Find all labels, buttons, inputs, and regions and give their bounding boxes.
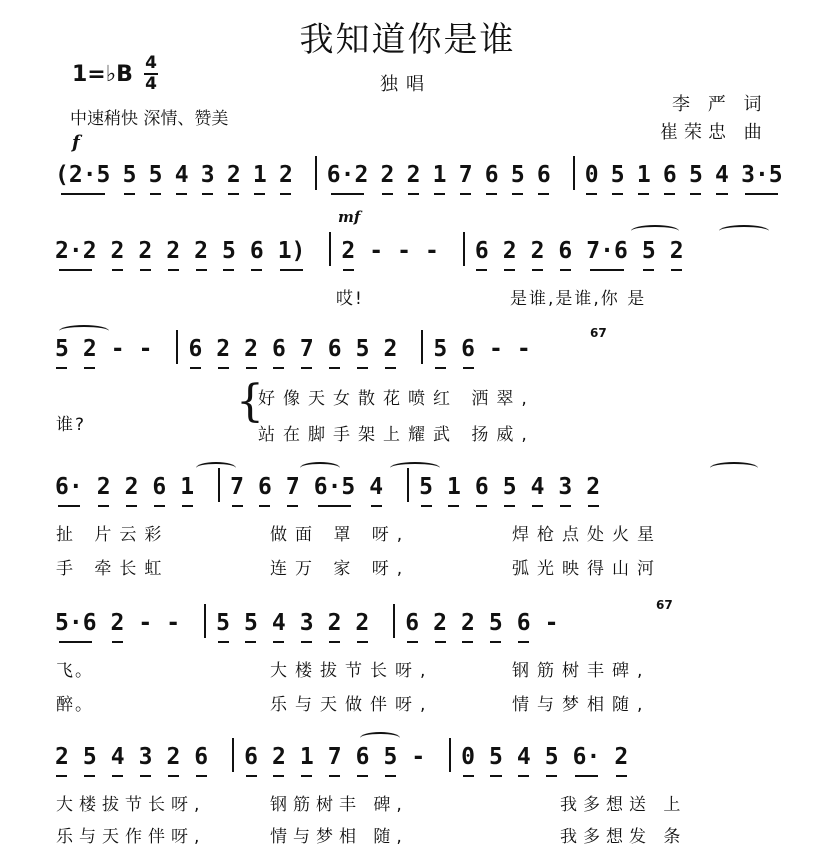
music-row-1 — [55, 156, 795, 196]
note: 2 — [383, 330, 397, 369]
note: 5 — [503, 468, 517, 507]
key-signature: 1=♭B — [72, 62, 133, 87]
slur — [300, 462, 340, 474]
note: 5 — [419, 468, 433, 507]
note: 6 — [258, 468, 272, 507]
note: 2 — [461, 604, 475, 643]
lyric-line: 钢筋树丰碑, — [512, 661, 651, 681]
slur — [631, 225, 679, 237]
note: 5 — [489, 604, 503, 643]
note: 6 — [475, 468, 489, 507]
note: 2 — [279, 156, 293, 195]
note: 2 — [166, 738, 180, 777]
grace-notes: 67 — [590, 326, 607, 340]
note: 5 — [149, 156, 163, 195]
lyric-line: 情与梦相随, — [512, 695, 651, 715]
note: 6 — [517, 604, 531, 643]
note: 2 — [407, 156, 421, 195]
note: - — [544, 610, 559, 636]
note: 5 — [511, 156, 525, 195]
composer-credit: 崔荣忠 曲 — [660, 122, 768, 143]
note: 5 — [356, 330, 370, 369]
note: 2 — [328, 604, 342, 643]
note: 7·6 — [586, 232, 628, 271]
note: - — [369, 238, 384, 264]
note: (2·5 — [55, 156, 110, 195]
note: 2 — [216, 330, 230, 369]
performance-type: 独唱 — [380, 74, 432, 95]
note: 2 — [55, 738, 69, 777]
note: - — [166, 610, 181, 636]
note: - — [424, 238, 439, 264]
note: 7 — [286, 468, 300, 507]
music-row-3 — [55, 330, 795, 370]
note: 5 — [642, 232, 656, 271]
note: 5 — [83, 738, 97, 777]
lyric-line: 大楼拔节长呀, — [56, 795, 206, 815]
barline — [232, 738, 234, 772]
note: 6 — [244, 738, 258, 777]
lyric-line: 情与梦相 随, — [270, 827, 408, 847]
note: 6 — [356, 738, 370, 777]
lyric-line: 焊枪点处火星 — [512, 525, 662, 545]
note: 2 — [97, 468, 111, 507]
barline — [463, 232, 465, 266]
note: 4 — [531, 468, 545, 507]
note: 7 — [300, 330, 314, 369]
note: 6 — [250, 232, 264, 271]
note: 2 — [125, 468, 139, 507]
note: 3 — [201, 156, 215, 195]
time-sig-top: 4 — [145, 53, 157, 73]
note: 6 — [194, 738, 208, 777]
note: 6·2 — [327, 156, 369, 195]
note: 2 — [381, 156, 395, 195]
barline — [204, 604, 206, 638]
note: - — [138, 336, 153, 362]
note: 6 — [152, 468, 166, 507]
note: 6· — [55, 468, 83, 507]
slur — [719, 225, 769, 237]
note: 0 — [461, 738, 475, 777]
note: 6 — [328, 330, 342, 369]
note: 2 — [244, 330, 258, 369]
note: 7 — [459, 156, 473, 195]
note: 2 — [111, 604, 125, 643]
note: 2 — [355, 604, 369, 643]
time-sig-bottom: 4 — [145, 74, 157, 94]
barline — [315, 156, 317, 190]
lyric-line: 飞。 — [56, 661, 94, 681]
note: 5 — [545, 738, 559, 777]
note: 7 — [230, 468, 244, 507]
note: 2 — [531, 232, 545, 271]
note: 4 — [175, 156, 189, 195]
note: 2 — [272, 738, 286, 777]
note: - — [110, 336, 125, 362]
note: 2 — [111, 232, 125, 271]
note: 6 — [188, 330, 202, 369]
note: 5 — [222, 232, 236, 271]
lyric-line: 弧光映得山河 — [512, 559, 662, 579]
barline — [421, 330, 423, 364]
music-row-4 — [55, 468, 795, 508]
note: 4 — [517, 738, 531, 777]
note: - — [397, 238, 411, 264]
note: 4 — [272, 604, 286, 643]
note: - — [516, 336, 531, 362]
lyric-line: 站在脚手架上耀武 扬威, — [258, 425, 535, 445]
note: - — [489, 336, 503, 362]
lyricist-credit: 李 严 词 — [672, 94, 768, 115]
note: 2 — [614, 738, 628, 777]
slur — [360, 732, 400, 744]
slur — [710, 462, 758, 474]
forte-marking: f — [72, 132, 80, 153]
note: 6 — [405, 604, 419, 643]
lyric-line: 好像天女散花喷红 洒翠, — [258, 389, 535, 409]
lyric-line: 手 牵长虹 — [56, 559, 170, 579]
note: 2 — [227, 156, 241, 195]
note: 0 — [585, 156, 599, 195]
note: 6 — [272, 330, 286, 369]
slur — [59, 325, 109, 337]
barline — [329, 232, 331, 266]
note: 6 — [663, 156, 677, 195]
lyric-line: 做面 罩 呀, — [270, 525, 411, 545]
music-row-5 — [55, 604, 795, 644]
tempo-marking: 中速稍快 深情、赞美 — [70, 109, 229, 129]
note: 2 — [586, 468, 600, 507]
note: 5 — [55, 330, 69, 369]
mf-marking: mf — [338, 208, 361, 226]
note: 3·5 — [741, 156, 783, 195]
note: 6·5 — [314, 468, 356, 507]
note: 4 — [715, 156, 729, 195]
note: 4 — [369, 468, 383, 507]
lyric-line: 我多想发 条 — [560, 827, 687, 847]
note: 3 — [558, 468, 572, 507]
note: 5 — [611, 156, 625, 195]
note: 6 — [558, 232, 572, 271]
note: 1) — [278, 232, 306, 271]
note: 2 — [194, 232, 208, 271]
lyric-line: 连万 家 呀, — [270, 559, 411, 579]
note: 1 — [637, 156, 651, 195]
note: 2·2 — [55, 232, 97, 271]
verse-brace: { — [236, 376, 264, 427]
song-title: 我知道你是谁 — [299, 20, 516, 60]
grace-notes: 67 — [656, 598, 673, 612]
note: 6 — [475, 232, 489, 271]
barline — [176, 330, 178, 364]
music-row-6 — [55, 738, 795, 778]
note: 2 — [166, 232, 180, 271]
barline — [573, 156, 575, 190]
note: 1 — [180, 468, 194, 507]
barline — [393, 604, 395, 638]
lyric-line: 乐与天做伴呀, — [270, 695, 434, 715]
lyric-line: 谁? — [56, 415, 87, 435]
note: 5·6 — [55, 604, 97, 643]
note: 5 — [383, 738, 397, 777]
slur — [390, 462, 440, 474]
note: 1 — [253, 156, 267, 195]
note: 5 — [244, 604, 258, 643]
note: 5 — [489, 738, 503, 777]
lyric-line: 钢筋树丰 碑, — [270, 795, 408, 815]
lyric-line: 我多想送 上 — [560, 795, 687, 815]
slur — [196, 462, 236, 474]
note: - — [138, 610, 153, 636]
note: 6 — [461, 330, 475, 369]
note: 5 — [123, 156, 137, 195]
note: 2 — [83, 330, 97, 369]
note: 1 — [433, 156, 447, 195]
lyric-line: 是谁,是谁,你 是 — [510, 289, 647, 309]
note: 3 — [139, 738, 153, 777]
note: 2 — [670, 232, 684, 271]
note: 7 — [328, 738, 342, 777]
note: 1 — [447, 468, 461, 507]
note: 6 — [537, 156, 551, 195]
barline — [449, 738, 451, 772]
note: 2 — [503, 232, 517, 271]
lyric-line: 醉。 — [56, 695, 94, 715]
note: 4 — [111, 738, 125, 777]
lyric-line: 哎! — [336, 289, 364, 309]
note: 3 — [300, 604, 314, 643]
note: 2 — [138, 232, 152, 271]
lyric-line: 大楼拔节长呀, — [270, 661, 434, 681]
note: 5 — [433, 330, 447, 369]
note: 5 — [689, 156, 703, 195]
note: 2 — [433, 604, 447, 643]
note: 2 — [341, 232, 355, 271]
note: 6 — [485, 156, 499, 195]
note: 5 — [216, 604, 230, 643]
lyric-line: 扯 片云彩 — [56, 525, 170, 545]
note: 1 — [300, 738, 314, 777]
note: - — [411, 744, 426, 770]
lyric-line: 乐与天作伴呀, — [56, 827, 206, 847]
time-signature — [143, 54, 159, 94]
music-row-2 — [55, 232, 795, 272]
note: 6· — [573, 738, 601, 777]
